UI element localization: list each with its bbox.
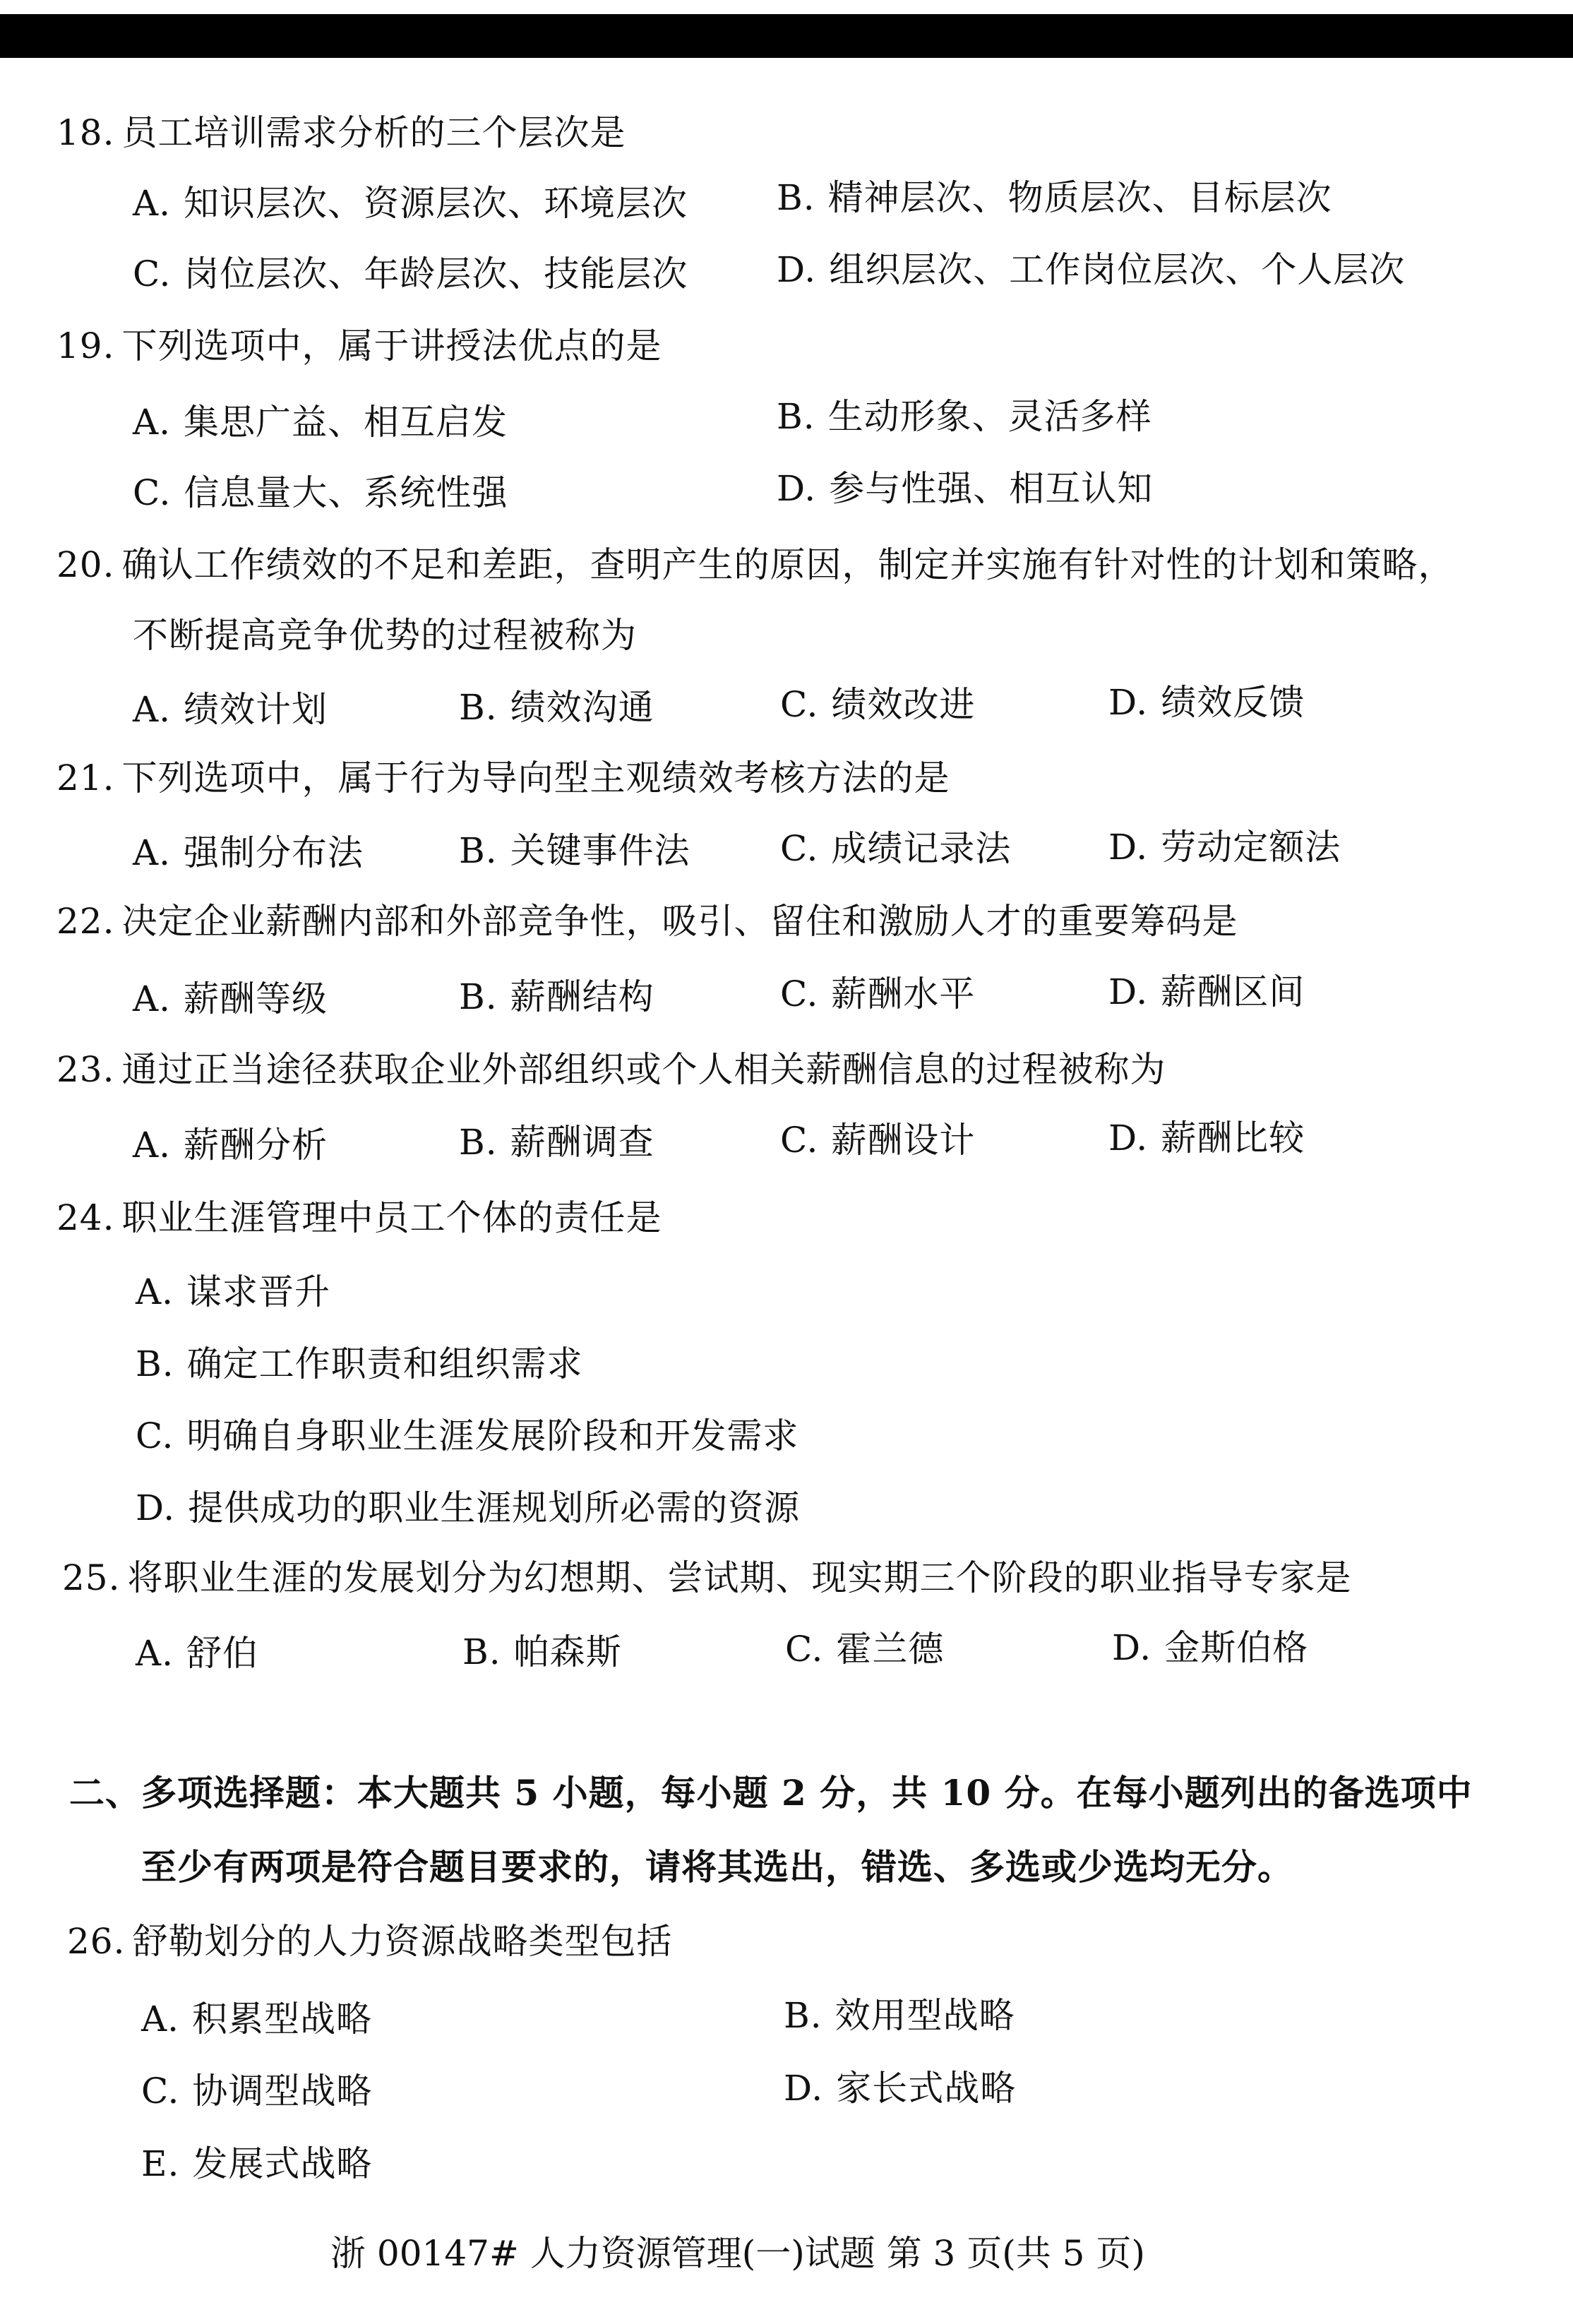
option-text: 谋求晋升 (186, 1271, 331, 1312)
option-text: 薪酬水平 (831, 974, 976, 1014)
option-label: C. (133, 472, 172, 513)
question-text: 决定企业薪酬内部和外部竞争性，吸引、留住和激励人才的重要筹码是 (121, 901, 1238, 942)
question-22-option-c (780, 973, 975, 1015)
question-18-stem (56, 112, 626, 154)
option-label: A. (133, 978, 172, 1019)
question-19-option-b (777, 395, 1152, 438)
question-20-option-a (133, 688, 328, 731)
question-21-stem (56, 757, 950, 799)
section-2-heading-line-1 (69, 1772, 1473, 1814)
option-label: C. (141, 2071, 180, 2112)
option-text: 强制分布法 (184, 832, 364, 873)
option-label: A. (136, 1633, 174, 1674)
option-text: 绩效改进 (831, 684, 976, 725)
question-22-stem (56, 900, 1238, 942)
question-22-option-d (1108, 971, 1305, 1013)
option-text: 精神层次、物质层次、目标层次 (827, 177, 1332, 218)
option-label: B. (136, 1343, 174, 1384)
question-25-option-a (136, 1632, 258, 1675)
question-20-option-b (459, 686, 654, 729)
question-19-option-a (133, 401, 508, 443)
question-18-option-d (777, 248, 1405, 291)
option-text: 薪酬结构 (510, 976, 654, 1017)
section-heading-text: 二、多项选择题：本大题共 5 小题，每小题 2 分，共 10 分。在每小题列出的备选项中 (69, 1772, 1473, 1814)
option-text: 劳动定额法 (1161, 827, 1341, 868)
option-label: B. (777, 396, 815, 437)
question-23-option-d (1108, 1117, 1305, 1159)
question-number: 19. (56, 325, 115, 366)
option-label: D. (1108, 682, 1149, 723)
question-26-stem (67, 1920, 673, 1963)
question-number: 21. (56, 757, 115, 798)
question-18-option-b (777, 176, 1332, 219)
option-text: 集思广益、相互启发 (184, 402, 508, 443)
option-text: 积累型战略 (192, 1999, 373, 2040)
question-21-option-c (780, 827, 1011, 870)
option-label: D. (777, 249, 817, 290)
option-text: 生动形象、灵活多样 (827, 396, 1152, 437)
option-label: C. (133, 253, 172, 294)
question-18-option-c (133, 253, 688, 295)
question-text: 下列选项中，属于讲授法优点的是 (121, 325, 662, 366)
option-text: 信息量大、系统性强 (184, 472, 508, 513)
option-label: A. (133, 689, 172, 730)
question-20-stem-line-1 (56, 544, 1454, 586)
option-text: 绩效反馈 (1161, 682, 1305, 723)
option-text: 薪酬分析 (184, 1125, 328, 1166)
question-number: 24. (56, 1197, 115, 1238)
option-text: 效用型战略 (835, 1995, 1015, 2036)
option-label: B. (459, 830, 498, 871)
option-text: 关键事件法 (510, 830, 690, 871)
option-label: C. (780, 684, 819, 725)
question-text: 职业生涯管理中员工个体的责任是 (121, 1197, 662, 1238)
question-19-option-d (777, 467, 1153, 510)
option-text: 薪酬比较 (1161, 1118, 1305, 1158)
question-25-option-b (462, 1631, 622, 1673)
page-footer: 浙 00147# 人力资源管理(一)试题 第 3 页(共 5 页) (330, 2233, 1145, 2274)
option-text: 确定工作职责和组织需求 (186, 1343, 583, 1384)
question-text: 通过正当途径获取企业外部组织或个人相关薪酬信息的过程被称为 (121, 1049, 1166, 1090)
option-text: 霍兰德 (836, 1629, 945, 1670)
option-text: 薪酬区间 (1161, 971, 1305, 1012)
section-2-heading-line-2 (141, 1846, 1293, 1888)
option-text: 岗位层次、年龄层次、技能层次 (184, 253, 688, 294)
option-text: 知识层次、资源层次、环境层次 (184, 183, 688, 224)
question-number: 25. (62, 1557, 121, 1598)
question-20-option-d (1108, 681, 1305, 724)
option-text: 帕森斯 (513, 1631, 622, 1672)
question-text: 确认工作绩效的不足和差距，查明产生的原因，制定并实施有针对性的计划和策略， (121, 544, 1454, 585)
option-label: B. (459, 1122, 498, 1163)
option-text: 提供成功的职业生涯规划所必需的资源 (188, 1487, 801, 1528)
option-label: D. (1108, 971, 1149, 1012)
question-21-option-a (133, 832, 364, 874)
option-label: C. (780, 974, 819, 1014)
option-label: B. (459, 687, 498, 728)
option-label: A. (133, 402, 172, 443)
question-number: 18. (56, 112, 115, 153)
question-19-option-c (133, 472, 508, 514)
question-text: 舒勒划分的人力资源战略类型包括 (132, 1921, 673, 1962)
option-text: 协调型战略 (192, 2071, 373, 2112)
question-text: 员工培训需求分析的三个层次是 (121, 112, 626, 153)
option-label: A. (133, 183, 172, 224)
option-text: 金斯伯格 (1164, 1627, 1309, 1668)
question-24-option-a (136, 1271, 330, 1313)
question-text: 将职业生涯的发展划分为幻想期、尝试期、现实期三个阶段的职业指导专家是 (127, 1557, 1352, 1598)
option-text: 绩效沟通 (510, 687, 654, 728)
option-text: 绩效计划 (184, 689, 328, 730)
option-label: B. (462, 1631, 501, 1672)
option-text: 薪酬等级 (184, 978, 328, 1019)
question-24-stem (56, 1197, 662, 1239)
option-text: 薪酬调查 (510, 1122, 654, 1163)
question-24-option-b (136, 1343, 583, 1385)
option-label: C. (780, 828, 819, 869)
question-22-option-a (133, 978, 328, 1020)
option-label: D. (1112, 1627, 1152, 1668)
question-23-option-c (780, 1119, 975, 1161)
question-26-option-b (784, 1994, 1015, 2037)
option-label: D. (1108, 827, 1149, 868)
question-25-stem (62, 1557, 1352, 1599)
question-23-option-b (459, 1121, 654, 1163)
section-heading-text: 至少有两项是符合题目要求的，请将其选出，错选、多选或少选均无分。 (141, 1846, 1293, 1888)
question-number: 20. (56, 544, 115, 585)
option-label: A. (133, 1125, 172, 1166)
question-number: 22. (56, 901, 115, 942)
option-label: C. (136, 1415, 174, 1456)
option-text: 薪酬设计 (831, 1120, 976, 1161)
option-label: C. (785, 1629, 824, 1670)
option-label: A. (136, 1271, 174, 1312)
scan-top-black-bar (0, 14, 1573, 58)
option-text: 家长式战略 (836, 2068, 1017, 2109)
option-text: 舒伯 (186, 1633, 259, 1674)
question-text: 不断提高竞争优势的过程被称为 (133, 615, 637, 656)
question-24-option-d (136, 1487, 800, 1529)
option-label: B. (459, 976, 498, 1017)
question-text: 下列选项中，属于行为导向型主观绩效考核方法的是 (121, 757, 950, 798)
option-label: D. (784, 2068, 824, 2109)
option-label: D. (777, 468, 817, 509)
option-text: 参与性强、相互认知 (829, 468, 1154, 509)
question-20-stem-line-2 (133, 614, 637, 657)
question-24-option-c (136, 1415, 799, 1457)
question-21-option-b (459, 829, 690, 872)
option-label: A. (133, 832, 172, 873)
question-25-option-d (1112, 1627, 1308, 1669)
option-label: D. (1108, 1118, 1149, 1158)
question-18-option-a (133, 182, 688, 224)
option-text: 组织层次、工作岗位层次、个人层次 (829, 249, 1406, 290)
question-25-option-c (785, 1628, 944, 1670)
question-22-option-b (459, 976, 654, 1018)
question-26-option-e (141, 2143, 372, 2185)
option-text: 发展式战略 (192, 2143, 373, 2184)
question-number: 23. (56, 1049, 115, 1090)
question-21-option-d (1108, 826, 1341, 868)
question-26-option-d (784, 2067, 1016, 2109)
question-23-option-a (133, 1124, 328, 1166)
option-label: C. (780, 1120, 819, 1161)
option-label: D. (136, 1487, 176, 1528)
option-label: B. (777, 177, 815, 218)
option-label: E. (141, 2143, 180, 2184)
option-text: 成绩记录法 (831, 828, 1012, 869)
option-label: A. (141, 1999, 180, 2040)
question-26-option-c (141, 2070, 372, 2112)
question-23-stem (56, 1048, 1166, 1091)
question-20-option-c (780, 683, 975, 726)
question-26-option-a (141, 1998, 372, 2040)
option-text: 明确自身职业生涯发展阶段和开发需求 (186, 1415, 799, 1456)
question-19-stem (56, 325, 662, 367)
question-number: 26. (67, 1921, 126, 1962)
option-label: B. (784, 1995, 823, 2036)
